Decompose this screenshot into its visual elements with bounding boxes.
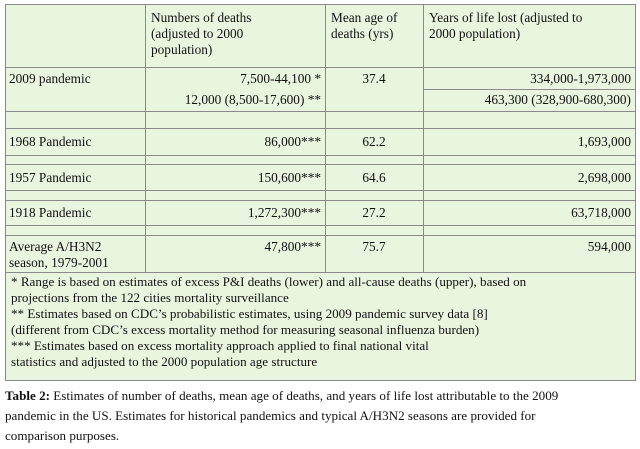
footnote-line: statistics and adjusted to the 2000 population age structure <box>11 354 318 369</box>
footnote-line: projections from the 122 cities mortality surveillance <box>11 290 289 305</box>
yll-2009-probabilistic: 463,300 (328,900-680,300) <box>484 92 631 107</box>
row-divider <box>5 190 636 191</box>
deaths-2009-probabilistic: 12,000 (8,500-17,600) ** <box>184 92 321 107</box>
row-divider <box>5 155 636 156</box>
header-mean-age: Mean age of deaths (yrs) <box>331 10 398 41</box>
deaths-1968: 86,000*** <box>264 134 321 149</box>
mean-age-1968: 62.2 <box>362 134 386 149</box>
row-label-2009-pandemic: 2009 pandemic <box>9 71 91 86</box>
mean-age-1918: 27.2 <box>362 205 386 220</box>
deaths-average-h3n2: 47,800*** <box>264 239 321 254</box>
caption-text: Estimates of number of deaths, mean age of deaths, and years of life lost attributable to the 2009 <box>50 388 559 403</box>
row-divider <box>5 235 636 236</box>
footnote-line: (different from CDC’s excess mortality method for measuring seasonal influenza burden) <box>11 322 480 337</box>
deaths-1918: 1,272,300*** <box>247 205 321 220</box>
yll-1957: 2,698,000 <box>577 170 631 185</box>
row-divider <box>5 111 636 112</box>
yll-average-h3n2: 594,000 <box>587 239 631 254</box>
header-deaths: Numbers of deaths (adjusted to 2000 population) <box>151 10 252 57</box>
row-divider <box>423 89 636 90</box>
row-divider <box>5 225 636 226</box>
row-divider <box>5 67 636 68</box>
mean-age-1957: 64.6 <box>362 170 386 185</box>
row-divider <box>5 128 636 129</box>
table-border-bottom <box>5 380 636 381</box>
footnote-line: ** Estimates based on CDC’s probabilistic estimates, using 2009 pandemic survey data [8] <box>11 306 488 321</box>
table-border-right <box>635 4 636 381</box>
yll-2009-range: 334,000-1,973,000 <box>530 71 631 86</box>
mean-age-average-h3n2: 75.7 <box>362 239 386 254</box>
caption-text: comparison purposes. <box>5 428 120 443</box>
row-label-1918-pandemic: 1918 Pandemic <box>9 205 92 220</box>
caption-text: pandemic in the US. Estimates for historical pandemics and typical A/H3N2 seasons are provided for <box>5 408 536 423</box>
footnote-line: *** Estimates based on excess mortality approach applied to final national vital <box>11 338 429 353</box>
caption-label: Table 2: <box>5 388 50 403</box>
row-label-average-h3n2: Average A/H3N2 season, 1979-2001 <box>9 239 109 270</box>
table-footnotes <box>11 274 631 370</box>
row-divider <box>5 4 636 5</box>
yll-1918: 63,718,000 <box>571 205 631 220</box>
deaths-2009-range: 7,500-44,100 * <box>240 71 321 86</box>
header-years-of-life-lost: Years of life lost (adjusted to 2000 population) <box>429 10 583 41</box>
row-divider <box>5 200 636 201</box>
footnote-line: * Range is based on estimates of excess P&I deaths (lower) and all-cause deaths (upper), based on <box>11 274 527 289</box>
row-label-1968-pandemic: 1968 Pandemic <box>9 134 92 149</box>
table-caption <box>5 386 635 446</box>
row-divider <box>5 272 636 273</box>
yll-1968: 1,693,000 <box>577 134 631 149</box>
row-label-1957-pandemic: 1957 Pandemic <box>9 170 92 185</box>
row-divider <box>5 164 636 165</box>
table-border-left <box>5 4 6 381</box>
mean-age-2009: 37.4 <box>362 71 386 86</box>
deaths-1957: 150,600*** <box>257 170 321 185</box>
